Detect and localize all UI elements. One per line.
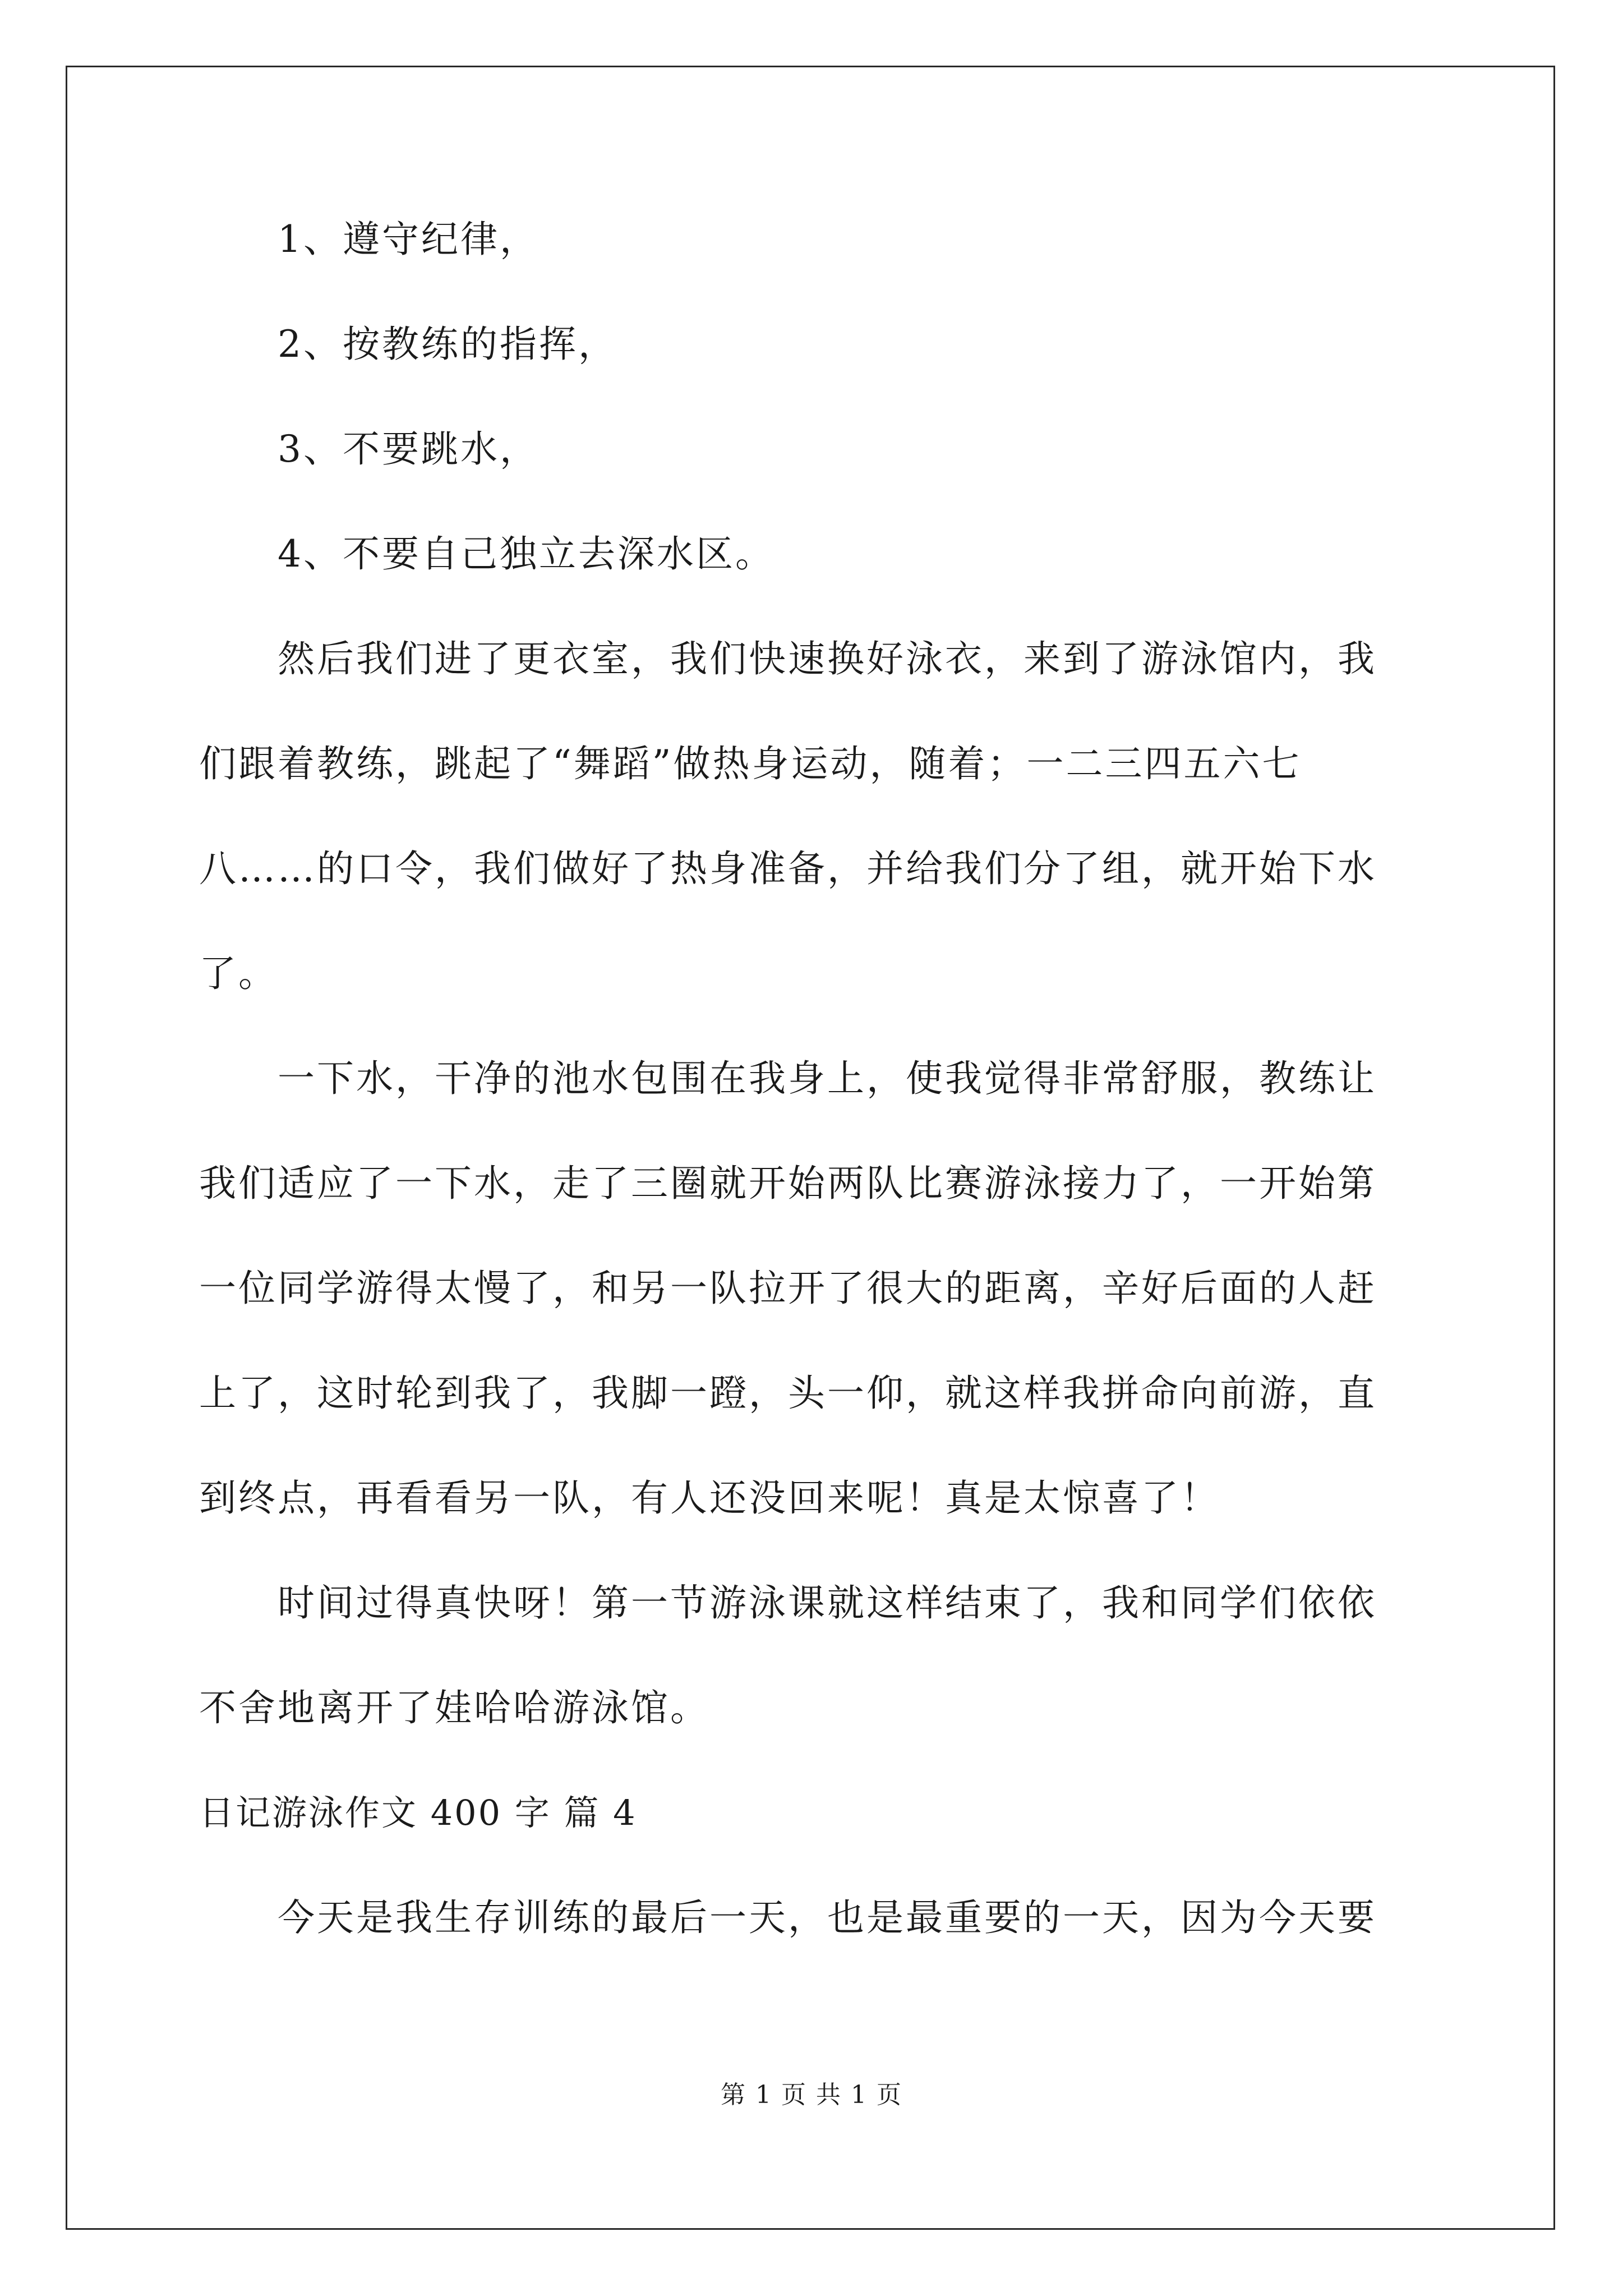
paragraph-line: 不舍地离开了娃哈哈游泳馆。: [199, 1686, 709, 1729]
paragraph-line: 我们适应了一下水，走了三圈就开始两队比赛游泳接力了，一开始第: [199, 1162, 1377, 1205]
paragraph-line: 一下水，干净的池水包围在我身上，使我觉得非常舒服，教练让: [278, 1057, 1377, 1100]
list-item-1: 1、遵守纪律，: [278, 218, 539, 261]
paragraph-line: 们跟着教练，跳起了“舞蹈”做热身运动，随着；一二三四五六七: [199, 742, 1302, 785]
paragraph-survival-training: [199, 1892, 1422, 1944]
list-item-4: 4、不要自己独立去深水区。: [278, 532, 774, 576]
paragraph-relay-race: [199, 1052, 1422, 1525]
list-item-2: 2、按教练的指挥，: [278, 323, 617, 366]
paragraph-line: 了。: [199, 952, 278, 995]
paragraph-line: 一位同学游得太慢了，和另一队拉开了很大的距离，辛好后面的人赶: [199, 1267, 1377, 1310]
section-heading: 日记游泳作文 400 字 篇 4: [199, 1792, 637, 1833]
paragraph-line: 八……的口令，我们做好了热身准备，并给我们分了组，就开始下水: [199, 847, 1377, 890]
paragraph-ending: [199, 1577, 1422, 1734]
paragraph-line: 上了，这时轮到我了，我脚一蹬，头一仰，就这样我拼命向前游，直: [199, 1372, 1377, 1415]
paragraph-line: 时间过得真快呀！第一节游泳课就这样结束了，我和同学们依依: [278, 1581, 1377, 1625]
paragraph-line: 然后我们进了更衣室，我们快速换好泳衣，来到了游泳馆内，我: [278, 637, 1377, 680]
page-footer: 第 1 页 共 1 页: [721, 2081, 902, 2109]
paragraph-changing-room: [199, 633, 1422, 1000]
paragraph-line: 到终点，再看看另一队，有人还没回来呢！真是太惊喜了！: [199, 1476, 1220, 1520]
list-item-3: 3、不要跳水，: [278, 427, 539, 471]
paragraph-line: 今天是我生存训练的最后一天，也是最重要的一天，因为今天要: [278, 1896, 1377, 1939]
document-body: [199, 213, 1422, 1996]
